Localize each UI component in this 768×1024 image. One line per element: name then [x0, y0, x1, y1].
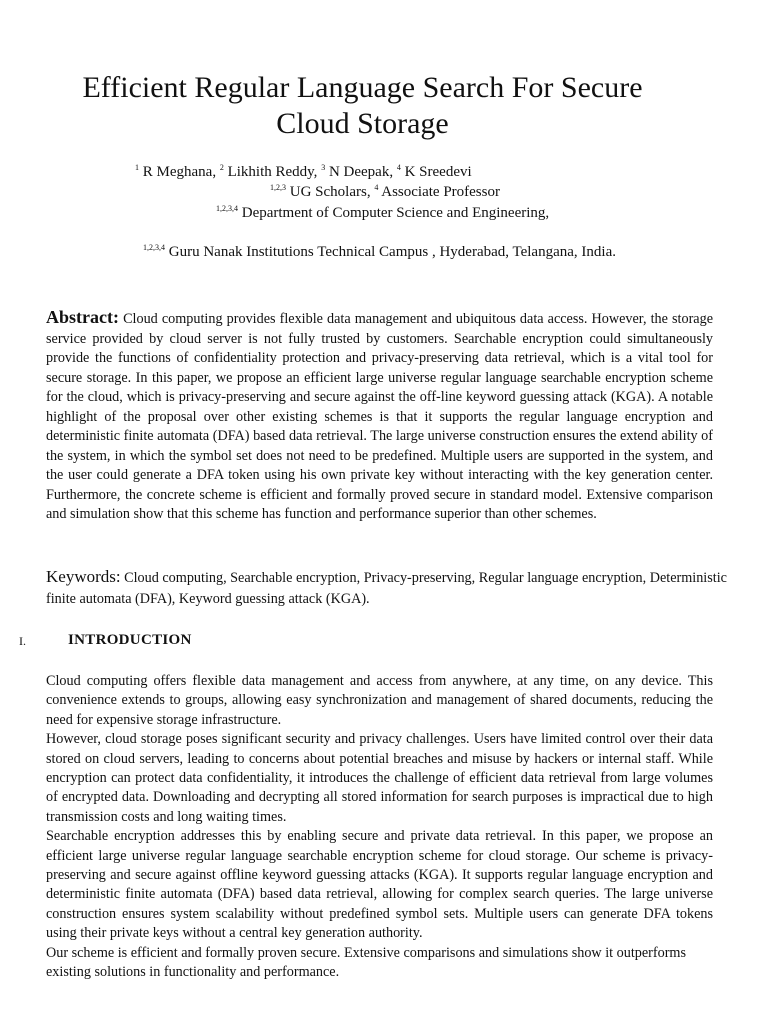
author-roles: $^{1,2,3}$ UG Scholars, $^4$ Associate Professor: [270, 183, 500, 200]
keywords-text: Cloud computing, Searchable encryption, Privacy-preserving, Regular language encryption, Deterministic finite automata (DFA), Keyword guessing attack (KGA).: [46, 570, 727, 607]
abstract-heading: Abstract:: [46, 307, 119, 327]
introduction-body: [46, 672, 713, 983]
keywords-heading: Keywords:: [46, 567, 121, 586]
author-names: $^1$ R Meghana, $^2$ Likhith Reddy, $^3$ N Deepak, $^4$ K Sreedevi: [135, 163, 472, 180]
intro-paragraph: Cloud computing offers flexible data management and access from anywhere, at any time, on any device. This convenience extends to groups, allowing easy synchronization and management of shared documents, reducing the need for expensive storage infrastructure.: [46, 673, 713, 728]
section-title: INTRODUCTION: [68, 632, 192, 648]
section-number: I.: [19, 634, 26, 648]
abstract-text: Cloud computing provides flexible data management and ubiquitous data access. However, the storage service provided by cloud server is not fully trusted by customers. Searchable encryption could simultaneously provide the functions of confidentiality protection and privacy-preserving data retrieval, which is a vital tool for secure storage. In this paper, we propose an efficient large universe regular language searchable encryption scheme for the cloud, which is privacy-preserving and secure against the off-line keyword guessing attack (KGA). A notable highlight of the proposal over other existing schemes is that it supports the regular language encryption and deterministic finite automata (DFA) based data retrieval. The large universe construction ensures the extend ability of the system, in which the symbol set does not need to be predefined. Multiple users are supported in the system, and the user could generate a DFA token using his own private key without interacting with the key generation center. Furthermore, the concrete scheme is efficient and formally proved secure in standard model. Extensive comparison and simulation show that this scheme has function and performance superior than other schemes.: [46, 311, 714, 522]
title-line-1: Efficient Regular Language Search For Secure: [82, 71, 643, 104]
abstract: [46, 308, 713, 525]
author-institution: $^{1,2,3,4}$ Guru Nanak Institutions Technical Campus , Hyderabad, Telangana, India.: [143, 243, 616, 260]
paper-title: [50, 70, 675, 142]
keywords: [46, 566, 736, 610]
title-line-2: Cloud Storage: [276, 107, 449, 140]
author-department: $^{1,2,3,4}$ Department of Computer Science and Engineering,: [216, 204, 550, 221]
intro-paragraph: However, cloud storage poses significant security and privacy challenges. Users have limited control over their data stored on cloud servers, leading to concerns about potential breaches and misuse by hackers or internal staff. While encryption can protect data confidentiality, it introduces the challenge of efficient data retrieval from large volumes of encrypted data. Downloading and decrypting all stored information for search purposes is impractical due to high transmission costs and long waiting times.: [46, 731, 713, 825]
intro-paragraph: Searchable encryption addresses this by enabling secure and private data retrieval. In this paper, we propose an efficient large universe regular language searchable encryption scheme for cloud storage. Our scheme is privacy-preserving and secure against offline keyword guessing attacks (KGA). It supports regular language encryption and deterministic finite automata (DFA) based data retrieval, allowing for complex search queries. The large universe construction ensures system scalability without predefined symbol sets. Multiple users can generate DFA tokens using their private keys without a central key generation authority.: [46, 828, 713, 942]
intro-paragraph: Our scheme is efficient and formally proven secure. Extensive comparisons and simulations show it outperforms existing solutions in functionality and performance.: [46, 944, 686, 981]
